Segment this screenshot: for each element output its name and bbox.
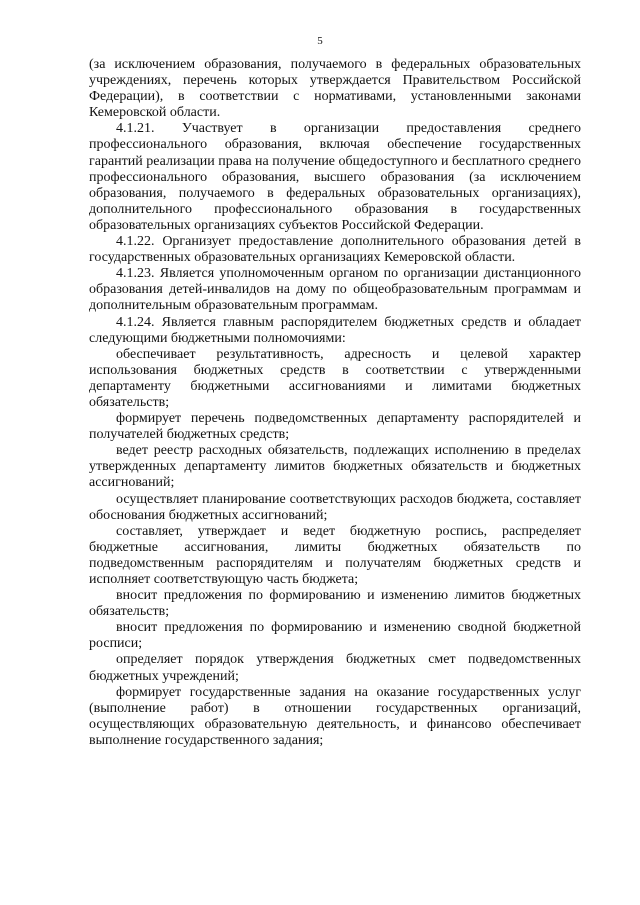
paragraph: обеспечивает результативность, адресность и целевой характер использования бюджетных средств в соответствии с утвержденными департаменту бюджетными ассигнованиями и лимитами бюджетных обязательств;: [89, 346, 581, 410]
paragraph: 4.1.24. Является главным распорядителем бюджетных средств и обладает следующими бюджетными полномочиями:: [89, 314, 581, 346]
paragraph: 4.1.22. Организует предоставление дополнительного образования детей в государственных образовательных организациях Кемеровской области.: [89, 234, 581, 266]
paragraph: 4.1.21. Участвует в организации предоставления среднего профессионального образования, включая обеспечение государственных гарантий реализации права на получение общедоступного и бесплатного среднего профессионального образования, высшего образования (за исключением образования, получаемого в федеральных образовательных организациях), дополнительного профессионального образования в государственных образовательных организациях субъектов Российской Федерации.: [89, 121, 581, 233]
paragraph: формирует перечень подведомственных департаменту распорядителей и получателей бюджетных средств;: [89, 411, 581, 443]
paragraph: формирует государственные задания на оказание государственных услуг (выполнение работ) в отношении государственных организаций, осуществляющих образовательную деятельность, и финансово обеспечивает выполнение государственного задания;: [89, 684, 581, 748]
paragraph: 4.1.23. Является уполномоченным органом по организации дистанционного образования детей-инвалидов на дому по общеобразовательным программам и дополнительным образовательным программам.: [89, 266, 581, 314]
document-body: [89, 57, 581, 749]
paragraph: вносит предложения по формированию и изменению лимитов бюджетных обязательств;: [89, 588, 581, 620]
paragraph: осуществляет планирование соответствующих расходов бюджета, составляет обоснования бюджетных ассигнований;: [89, 491, 581, 523]
paragraph: определяет порядок утверждения бюджетных смет подведомственных бюджетных учреждений;: [89, 652, 581, 684]
paragraph: (за исключением образования, получаемого в федеральных образовательных учреждениях, перечень которых утверждается Правительством Российской Федерации), в соответствии с нормативами, установленными законами Кемеровской области.: [89, 57, 581, 121]
page-number: 5: [317, 35, 323, 47]
paragraph: ведет реестр расходных обязательств, подлежащих исполнению в пределах утвержденных департаменту лимитов бюджетных обязательств и бюджетных ассигнований;: [89, 443, 581, 491]
paragraph: составляет, утверждает и ведет бюджетную роспись, распределяет бюджетные ассигнования, лимиты бюджетных обязательств по подведомственным распорядителям и получателям бюджетных средств и исполняет соответствующую часть бюджета;: [89, 523, 581, 587]
paragraph: вносит предложения по формированию и изменению сводной бюджетной росписи;: [89, 620, 581, 652]
